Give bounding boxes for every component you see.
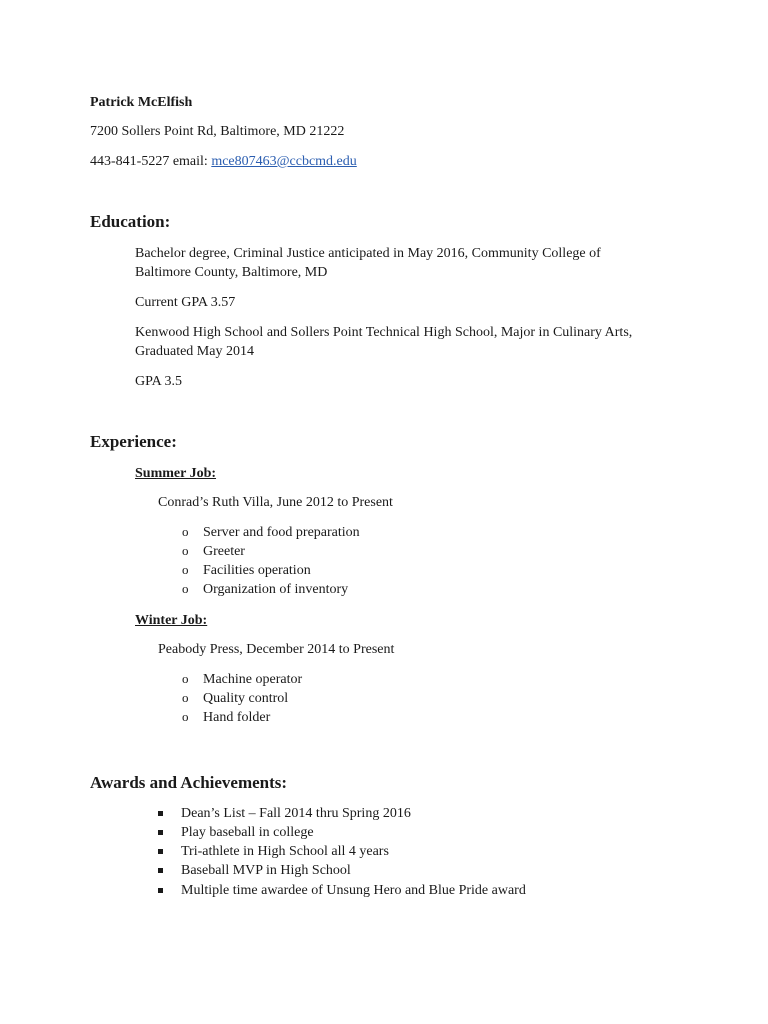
job-duty: Server and food preparation (203, 525, 360, 540)
award-item: Dean’s List – Fall 2014 thru Spring 2016 (181, 806, 411, 821)
circle-bullet-icon: o (182, 581, 189, 596)
award-item: Play baseball in college (181, 825, 314, 840)
award-item: Multiple time awardee of Unsung Hero and Blue Pride award (181, 883, 526, 898)
education-heading: Education: (90, 212, 171, 231)
square-bullet-icon (158, 888, 163, 893)
square-bullet-icon (158, 849, 163, 854)
square-bullet-icon (158, 868, 163, 873)
job-duty: Organization of inventory (203, 582, 349, 597)
circle-bullet-icon: o (182, 671, 189, 686)
phone-text: 443-841-5227 email: (90, 154, 212, 169)
education-line: Bachelor degree, Criminal Justice anticipated in May 2016, Community College of (135, 246, 601, 261)
contact-line (90, 153, 357, 171)
job-title: Winter Job: (135, 613, 208, 628)
job-duty: Machine operator (203, 672, 303, 687)
square-bullet-icon (158, 830, 163, 835)
circle-bullet-icon: o (182, 690, 189, 705)
education-line: Baltimore County, Baltimore, MD (135, 265, 328, 280)
job-duty: Facilities operation (203, 563, 311, 578)
job-employer: Peabody Press, December 2014 to Present (158, 642, 395, 657)
circle-bullet-icon: o (182, 709, 189, 724)
address: 7200 Sollers Point Rd, Baltimore, MD 21222 (90, 124, 345, 139)
email-link[interactable]: mce807463@ccbcmd.edu (211, 154, 357, 169)
education-line: Current GPA 3.57 (135, 295, 236, 310)
square-bullet-icon (158, 811, 163, 816)
job-title: Summer Job: (135, 466, 217, 481)
education-line: Graduated May 2014 (135, 344, 254, 359)
circle-bullet-icon: o (182, 543, 189, 558)
circle-bullet-icon: o (182, 562, 189, 577)
circle-bullet-icon: o (182, 524, 189, 539)
job-duty: Quality control (203, 691, 289, 706)
awards-heading: Awards and Achievements: (90, 773, 288, 792)
award-item: Tri-athlete in High School all 4 years (181, 844, 389, 859)
education-line: Kenwood High School and Sollers Point Technical High School, Major in Culinary Arts, (135, 325, 633, 340)
award-item: Baseball MVP in High School (181, 863, 351, 878)
education-line: GPA 3.5 (135, 374, 182, 389)
job-employer: Conrad’s Ruth Villa, June 2012 to Present (158, 495, 393, 510)
job-duty: Hand folder (203, 710, 271, 725)
job-duty: Greeter (203, 544, 245, 559)
applicant-name: Patrick McElfish (90, 95, 193, 110)
experience-heading: Experience: (90, 432, 177, 451)
